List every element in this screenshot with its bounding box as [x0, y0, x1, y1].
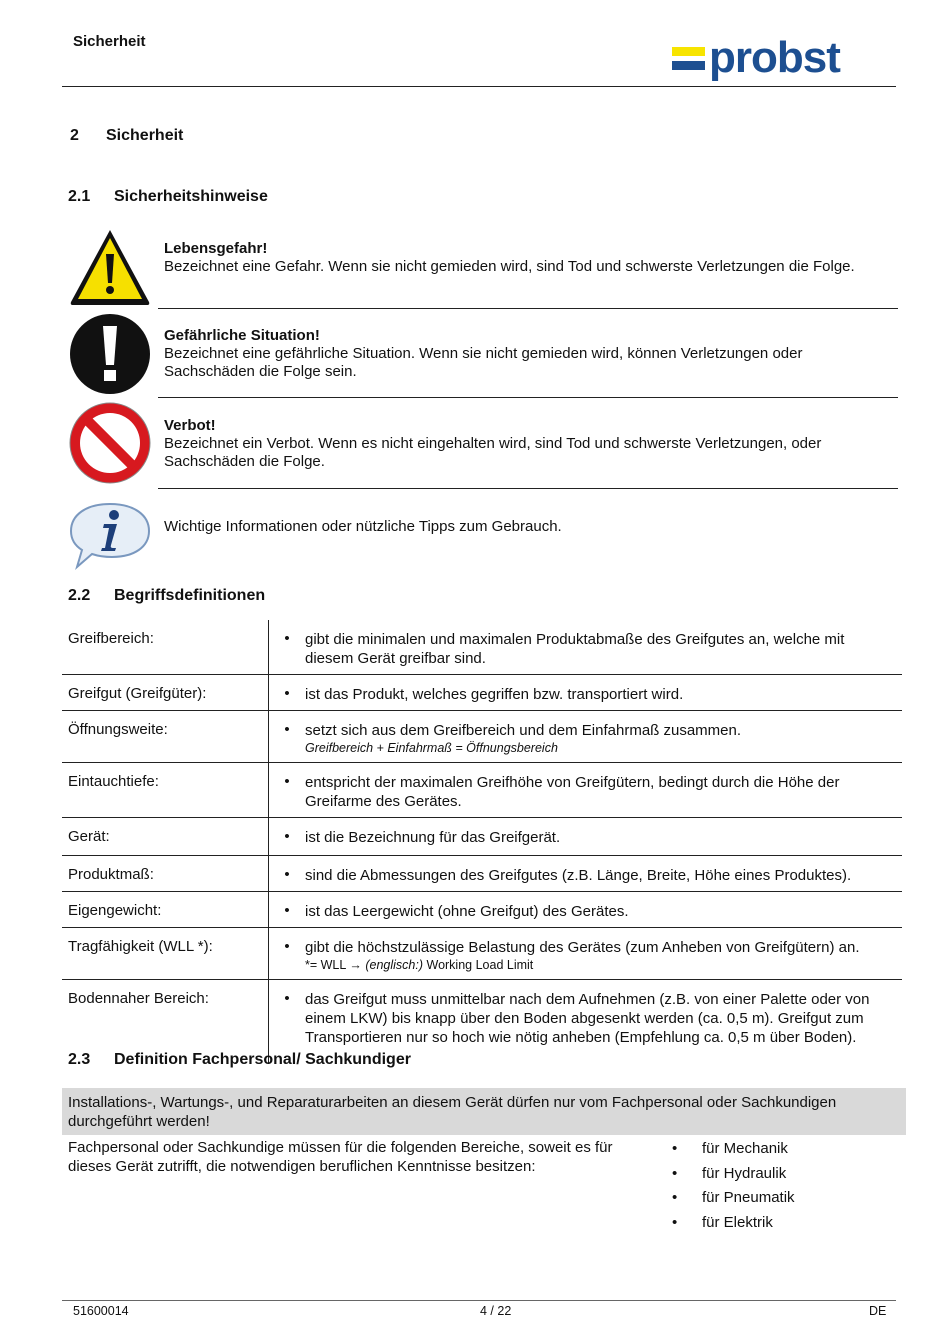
bullet: •: [672, 1189, 678, 1206]
warning-triangle-icon: [68, 226, 152, 310]
footer-divider: [62, 1300, 896, 1301]
list-item: [672, 1165, 795, 1190]
bullet: •: [284, 630, 290, 647]
note-divider: [158, 397, 898, 398]
table-row: [62, 892, 902, 928]
bullet: •: [284, 990, 290, 1007]
list-item: [672, 1189, 795, 1214]
table-row: [62, 818, 902, 856]
definitions-table: [62, 620, 902, 1064]
list-item: [672, 1140, 795, 1165]
note-body: Bezeichnet eine Gefahr. Wenn sie nicht gemieden wird, sind Tod und schwerste Verletzungen die Folge.: [164, 258, 855, 275]
bullet: •: [284, 902, 290, 919]
probst-logo: [672, 36, 890, 84]
term: Eigengewicht:: [62, 892, 269, 928]
note-title: Gefährliche Situation!: [164, 327, 320, 344]
list-item-label: für Elektrik: [702, 1213, 773, 1231]
note-rest: Working Load Limit: [426, 958, 534, 972]
list-item-label: für Hydraulik: [702, 1164, 787, 1182]
note-body: Bezeichnet eine gefährliche Situation. Wenn sie nicht gemieden wird, können Verletzungen oder Sachschäden die Folge sein.: [164, 345, 803, 380]
definition: setzt sich aus dem Greifbereich und dem Einfahrmaß zusammen.: [305, 722, 742, 739]
info-bubble-icon: [68, 494, 152, 578]
subsection-heading-2-1: [68, 188, 268, 206]
list-item: [672, 1214, 795, 1239]
bullet: •: [672, 1164, 678, 1182]
note-italic: (englisch:): [365, 958, 424, 972]
definition-note: Greifbereich + Einfahrmaß = Öffnungsbereich: [305, 741, 558, 755]
bullet: •: [284, 866, 290, 883]
note-dangerous-situation: [164, 327, 884, 381]
bullet: •: [284, 773, 290, 790]
note-title: Verbot!: [164, 417, 216, 434]
note-divider: [158, 488, 898, 489]
note-prefix: *= WLL →: [305, 958, 362, 972]
table-row: [62, 620, 902, 675]
header-title: Sicherheit: [73, 33, 146, 50]
requirement-text: Fachpersonal oder Sachkundige müssen für die folgenden Bereiche, soweit es für dieses Gerät zutrifft, die notwendigen beruflichen Kenntnisse besitzen:: [68, 1139, 613, 1175]
page-number: 4 / 22: [480, 1304, 512, 1318]
table-row: [62, 763, 902, 818]
section-number: 2: [70, 127, 79, 144]
bullet: •: [284, 685, 290, 702]
bullet: •: [672, 1213, 678, 1231]
prohibition-icon: [68, 401, 152, 485]
note-danger: [164, 240, 884, 276]
subsection-title: Begriffsdefinitionen: [114, 587, 266, 604]
definition: sind die Abmessungen des Greifgutes (z.B. Länge, Breite, Höhe eines Produktes).: [305, 867, 852, 884]
table-row: [62, 675, 902, 711]
subsection-number: 2.3: [68, 1051, 91, 1068]
definition: das Greifgut muss unmittelbar nach dem Aufnehmen (z.B. von einer Palette oder von einem LKW) bis knapp über den Boden abgesenkt werden (ca. 0,5 m). Greifgut zum Transportieren nur so hoch wie nötig anheben (Empfehlung ca. 0,5 m über Boden).: [305, 991, 870, 1046]
bullet: •: [284, 721, 290, 738]
logo-text: probst: [709, 36, 840, 82]
definition: ist das Leergewicht (ohne Greifgut) des Gerätes.: [305, 903, 629, 920]
definition: gibt die minimalen und maximalen Produktabmaße des Greifgutes an, welche mit diesem Gerät greifbar sind.: [305, 631, 845, 667]
table-row: [62, 856, 902, 892]
term: Gerät:: [62, 818, 269, 856]
list-item-label: für Mechanik: [702, 1140, 788, 1157]
subsection-title: Sicherheitshinweise: [114, 188, 268, 205]
exclamation-circle-icon: [68, 312, 152, 396]
term: Greifgut (Greifgüter):: [62, 675, 269, 711]
table-row: [62, 711, 902, 763]
term: Produktmaß:: [62, 856, 269, 892]
subsection-number: 2.1: [68, 188, 91, 205]
bullet: •: [284, 828, 290, 845]
section-heading: [70, 127, 183, 145]
note-body: Bezeichnet ein Verbot. Wenn es nicht eingehalten wird, sind Tod und schwerste Verletzungen, oder Sachschäden die Folge.: [164, 435, 822, 470]
term: Tragfähigkeit (WLL *):: [62, 928, 269, 980]
subsection-title: Definition Fachpersonal/ Sachkundiger: [114, 1051, 411, 1068]
term: Bodennaher Bereich:: [62, 980, 269, 1064]
term: Greifbereich:: [62, 620, 269, 675]
language-code: DE: [869, 1304, 887, 1318]
requirement-box: Installations-, Wartungs-, und Reparaturarbeiten an diesem Gerät dürfen nur vom Fachpersonal oder Sachkundigen durchgeführt werden!: [62, 1088, 906, 1135]
header-divider: [62, 86, 896, 87]
note-info: [164, 518, 884, 536]
definition: gibt die höchstzulässige Belastung des Gerätes (zum Anheben von Greifgütern) an.: [305, 939, 860, 956]
note-prohibition: [164, 417, 884, 471]
term: Öffnungsweite:: [62, 711, 269, 763]
bullet: •: [284, 938, 290, 955]
definition-note: [305, 957, 894, 973]
note-title: Lebensgefahr!: [164, 240, 268, 257]
table-row: [62, 928, 902, 980]
definition: ist das Produkt, welches gegriffen bzw. transportiert wird.: [305, 686, 684, 703]
definition: ist die Bezeichnung für das Greifgerät.: [305, 829, 561, 846]
definition: entspricht der maximalen Greifhöhe von Greifgütern, bedingt durch die Höhe der Greifarme des Gerätes.: [305, 774, 840, 810]
note-divider: [158, 308, 898, 309]
field-list: [672, 1140, 795, 1238]
bullet: •: [672, 1140, 678, 1157]
term: Eintauchtiefe:: [62, 763, 269, 818]
list-item-label: für Pneumatik: [702, 1189, 795, 1206]
subsection-number: 2.2: [68, 587, 91, 604]
section-title: Sicherheit: [106, 127, 184, 144]
note-body: Wichtige Informationen oder nützliche Tipps zum Gebrauch.: [164, 518, 562, 535]
subsection-heading-2-2: [68, 587, 265, 605]
subsection-heading-2-3: [68, 1051, 411, 1069]
doc-number: 51600014: [73, 1304, 129, 1318]
